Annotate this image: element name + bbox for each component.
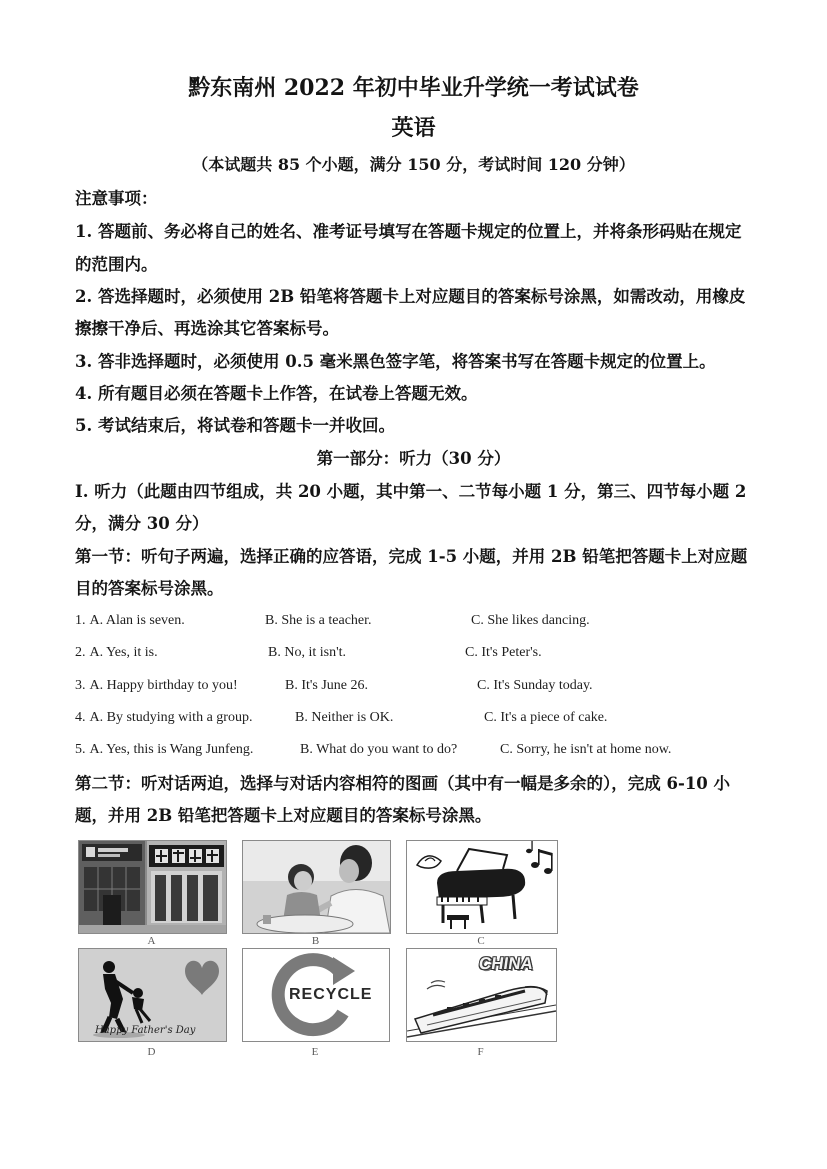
picture-f-train <box>406 948 557 1042</box>
question-5-option-c: C. Sorry, he isn't at home now. <box>500 742 672 757</box>
section-2-instructions-line-1: 第二节：听对话两迫，选择与对话内容相符的图画（其中有一幅是多余的），完成 6-10 小 <box>75 774 731 793</box>
listening-intro-line-2: 分，满分 30 分） <box>75 514 209 533</box>
picture-b-people <box>242 840 391 934</box>
listening-intro-line-1: Ⅰ. 听力（此题由四节组成，共 20 小题，其中第一、二节每小题 1 分，第三、四节每小题 2 <box>75 482 747 501</box>
recycle-caption: RECYCLE <box>289 986 373 1003</box>
question-3-option-a <box>75 677 238 695</box>
note-1-line-1: 1. 答题前、务必将自己的姓名、准考证号填写在答题卡规定的位置上，并将条形码贴在规定 <box>75 222 742 241</box>
note-2-line-1: 2. 答选择题时，必须使用 2B 铅笔将答题卡上对应题目的答案标号涂黑，如需改动，用橡皮 <box>75 287 746 306</box>
note-4: 4. 所有题目必须在答题卡上作答，在试卷上答题无效。 <box>75 384 478 403</box>
picture-f-label: F <box>477 1046 484 1058</box>
subject-title: 英语 <box>391 115 436 141</box>
question-3-option-c: C. It's Sunday today. <box>477 678 593 693</box>
section-2-instructions-line-2: 题，并用 2B 铅笔把答题卡上对应题目的答案标号涂黑。 <box>75 806 492 825</box>
question-5-option-b: B. What do you want to do? <box>300 742 458 757</box>
picture-e-label: E <box>311 1046 319 1058</box>
exam-title: 黔东南州 2022 年初中毕业升学统一考试试卷 <box>188 75 639 101</box>
picture-a-storefront <box>78 840 227 934</box>
question-number: 1. <box>75 613 86 628</box>
question-2-option-c: C. It's Peter's. <box>465 645 542 660</box>
question-number: 4. <box>75 710 86 725</box>
question-1-option-a <box>75 612 185 630</box>
option-text: A. Yes, it is. <box>89 645 158 660</box>
picture-a-label: A <box>147 935 156 947</box>
question-number: 5. <box>75 742 86 757</box>
note-5: 5. 考试结束后，将试卷和答题卡一并收回。 <box>75 416 395 435</box>
question-4-option-b: B. Neither is OK. <box>295 710 394 725</box>
option-text: A. Yes, this is Wang Junfeng. <box>89 742 254 757</box>
option-text: A. Alan is seven. <box>89 613 185 628</box>
question-number: 2. <box>75 645 86 660</box>
question-2-option-a <box>75 644 158 662</box>
note-3: 3. 答非选择题时，必须使用 0.5 毫米黑色签字笔，将答案书写在答题卡规定的位置上。 <box>75 352 716 371</box>
question-1-option-b: B. She is a teacher. <box>265 613 372 628</box>
picture-c-label: C <box>477 935 485 947</box>
note-2-line-2: 擦擦干净后、再选涂其它答案标号。 <box>75 319 339 338</box>
section-1-instructions-line-2: 目的答案标号涂黑。 <box>75 579 224 598</box>
part-one-heading: 第一部分：听力（30 分） <box>316 449 511 468</box>
question-number: 3. <box>75 678 86 693</box>
china-caption: CHINA <box>477 954 535 973</box>
exam-info: （本试题共 85 个小题，满分 150 分，考试时间 120 分钟） <box>192 155 635 174</box>
fathers-day-caption: Happy Father's Day <box>95 1025 196 1036</box>
question-4-option-a <box>75 709 252 727</box>
picture-b-label: B <box>311 935 320 947</box>
note-1-line-2: 的范围内。 <box>75 255 158 274</box>
piano-image <box>407 841 557 933</box>
option-text: A. By studying with a group. <box>89 710 253 725</box>
question-2-option-b: B. No, it isn't. <box>268 645 346 660</box>
question-4-option-c: C. It's a piece of cake. <box>484 710 608 725</box>
question-5-option-a <box>75 741 253 759</box>
people-image <box>243 841 390 933</box>
storefront-image <box>79 841 226 933</box>
notes-heading: 注意事项： <box>75 189 158 208</box>
section-1-instructions-line-1: 第一节：听句子两遍，选择正确的应答语，完成 1-5 小题，并用 2B 铅笔把答题卡上对应题 <box>75 547 748 566</box>
picture-d-label: D <box>147 1046 156 1058</box>
picture-c-piano <box>406 840 558 934</box>
picture-d-fathers-day <box>78 948 227 1042</box>
option-text: A. Happy birthday to you! <box>89 678 238 693</box>
picture-e-recycle <box>242 948 390 1042</box>
question-3-option-b: B. It's June 26. <box>285 678 369 693</box>
question-1-option-c: C. She likes dancing. <box>471 613 590 628</box>
